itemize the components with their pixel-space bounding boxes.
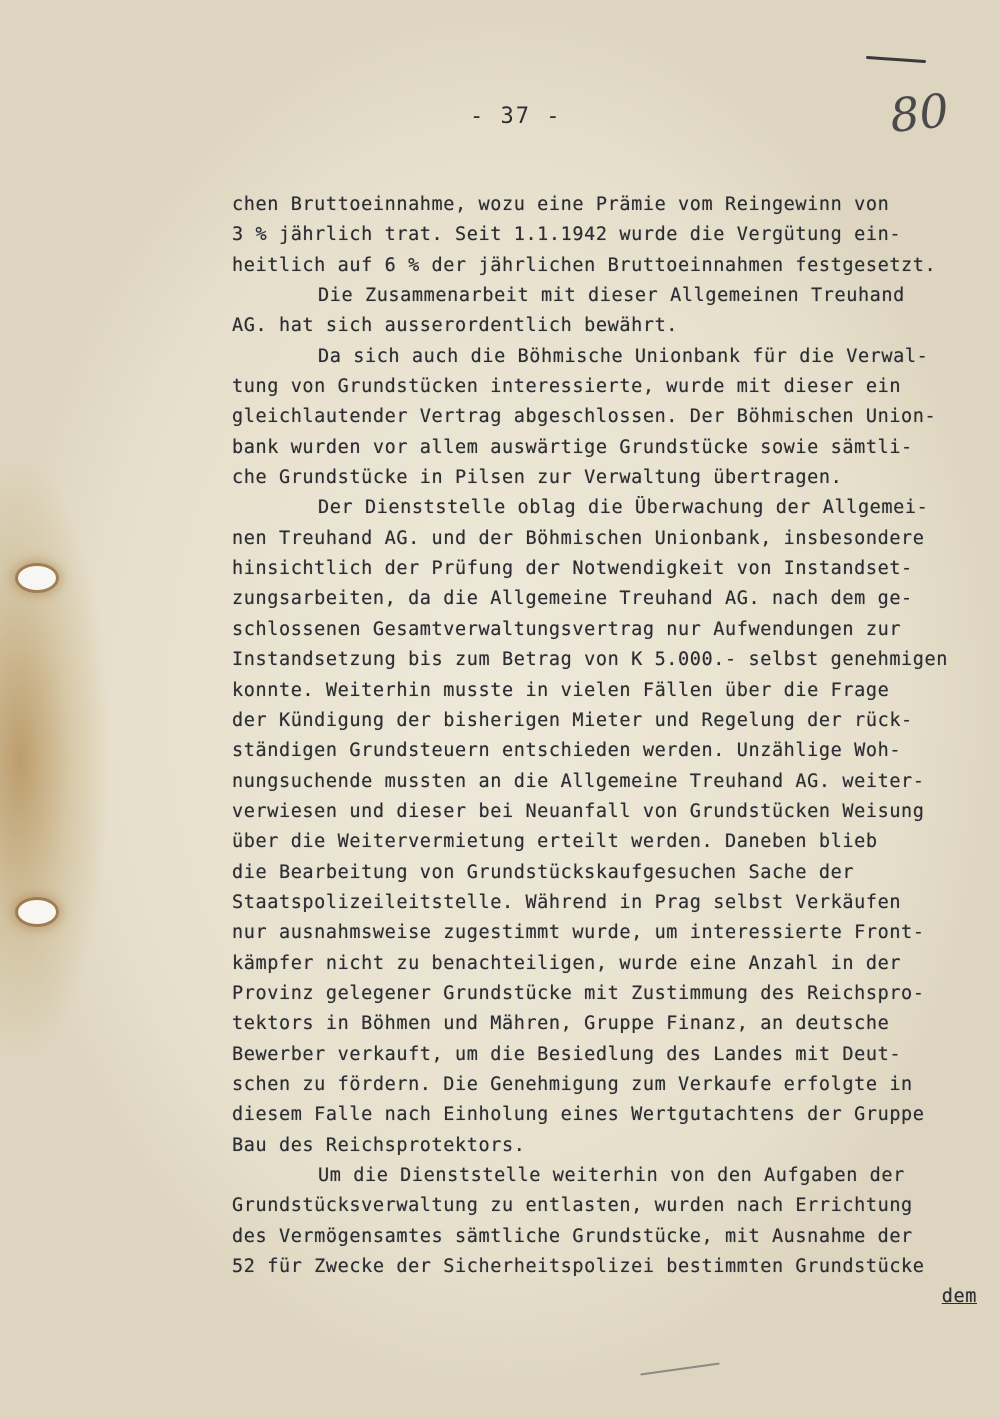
text-line: verwiesen und dieser bei Neuanfall von Grundstücken Weisung bbox=[232, 800, 925, 822]
text-line: nur ausnahmsweise zugestimmt wurde, um interessierte Front- bbox=[232, 922, 925, 944]
text-line: die Bearbeitung von Grundstückskaufgesuchen Sache der bbox=[232, 861, 855, 883]
pencil-mark bbox=[640, 1362, 719, 1375]
catchword: dem bbox=[941, 1286, 977, 1308]
text-line: des Vermögensamtes sämtliche Grundstücke, mit Ausnahme der bbox=[232, 1225, 913, 1247]
text-line: 3 % jährlich trat. Seit 1.1.1942 wurde die Vergütung ein- bbox=[232, 224, 902, 246]
text-line: Provinz gelegener Grundstücke mit Zustimmung des Reichspro- bbox=[232, 982, 925, 1004]
text-line: AG. hat sich ausserordentlich bewährt. bbox=[232, 315, 679, 337]
text-line: kämpfer nicht zu benachteiligen, wurde eine Anzahl in der bbox=[232, 952, 902, 974]
text-line: Bewerber verkauft, um die Besiedlung des Landes mit Deut- bbox=[232, 1043, 902, 1065]
text-line: konnte. Weiterhin musste in vielen Fällen über die Frage bbox=[232, 679, 890, 701]
text-line: heitlich auf 6 % der jährlichen Bruttoeinnahmen festgesetzt. bbox=[232, 254, 937, 276]
typed-body-text bbox=[232, 190, 977, 1313]
text-line: bank wurden vor allem auswärtige Grundstücke sowie sämtli- bbox=[232, 436, 913, 458]
page-number: - 37 - bbox=[470, 104, 562, 129]
binding-hole-icon bbox=[18, 900, 56, 924]
text-line: nungsuchende mussten an die Allgemeine Treuhand AG. weiter- bbox=[232, 770, 925, 792]
handwritten-archive-number: 80 bbox=[887, 83, 952, 143]
text-line: Um die Dienststelle weiterhin von den Aufgaben der bbox=[318, 1165, 905, 1186]
text-line: Da sich auch die Böhmische Unionbank für die Verwal- bbox=[318, 345, 929, 367]
text-line: diesem Falle nach Einholung eines Wertgutachtens der Gruppe bbox=[232, 1104, 925, 1126]
text-line: nen Treuhand AG. und der Böhmischen Unionbank, insbesondere bbox=[232, 527, 925, 549]
binding-hole-icon bbox=[18, 566, 56, 590]
text-line: ständigen Grundsteuern entschieden werden. Unzählige Woh- bbox=[232, 740, 902, 762]
text-line: Der Dienststelle oblag die Überwachung der Allgemei- bbox=[318, 497, 929, 519]
text-line: schen zu fördern. Die Genehmigung zum Verkaufe erfolgte in bbox=[232, 1073, 913, 1095]
text-line: Instandsetzung bis zum Betrag von K 5.000.- selbst genehmigen bbox=[232, 649, 949, 671]
text-line: che Grundstücke in Pilsen zur Verwaltung übertragen. bbox=[232, 467, 843, 489]
text-line: gleichlautender Vertrag abgeschlossen. Der Böhmischen Union- bbox=[232, 406, 937, 428]
text-line: zungsarbeiten, da die Allgemeine Treuhand AG. nach dem ge- bbox=[232, 588, 913, 610]
pen-mark bbox=[866, 56, 926, 63]
text-line: hinsichtlich der Prüfung der Notwendigkeit von Instandset- bbox=[232, 558, 913, 580]
text-line: über die Weitervermietung erteilt werden. Daneben blieb bbox=[232, 831, 878, 853]
text-line: tektors in Böhmen und Mähren, Gruppe Finanz, an deutsche bbox=[232, 1013, 890, 1035]
text-line: Grundstücksverwaltung zu entlasten, wurden nach Errichtung bbox=[232, 1195, 913, 1217]
text-line: 52 für Zwecke der Sicherheitspolizei bestimmten Grundstücke bbox=[232, 1256, 925, 1278]
text-line: schlossenen Gesamtverwaltungsvertrag nur Aufwendungen zur bbox=[232, 618, 902, 640]
text-line: chen Bruttoeinnahme, wozu eine Prämie vom Reingewinn von bbox=[232, 194, 890, 215]
text-line: tung von Grundstücken interessierte, wurde mit dieser ein bbox=[232, 376, 902, 398]
text-line: Staatspolizeileitstelle. Während in Prag selbst Verkäufen bbox=[232, 891, 902, 913]
text-line: Bau des Reichsprotektors. bbox=[232, 1134, 526, 1156]
text-line: Die Zusammenarbeit mit dieser Allgemeinen Treuhand bbox=[318, 285, 905, 307]
text-line: der Kündigung der bisherigen Mieter und Regelung der rück- bbox=[232, 709, 913, 731]
